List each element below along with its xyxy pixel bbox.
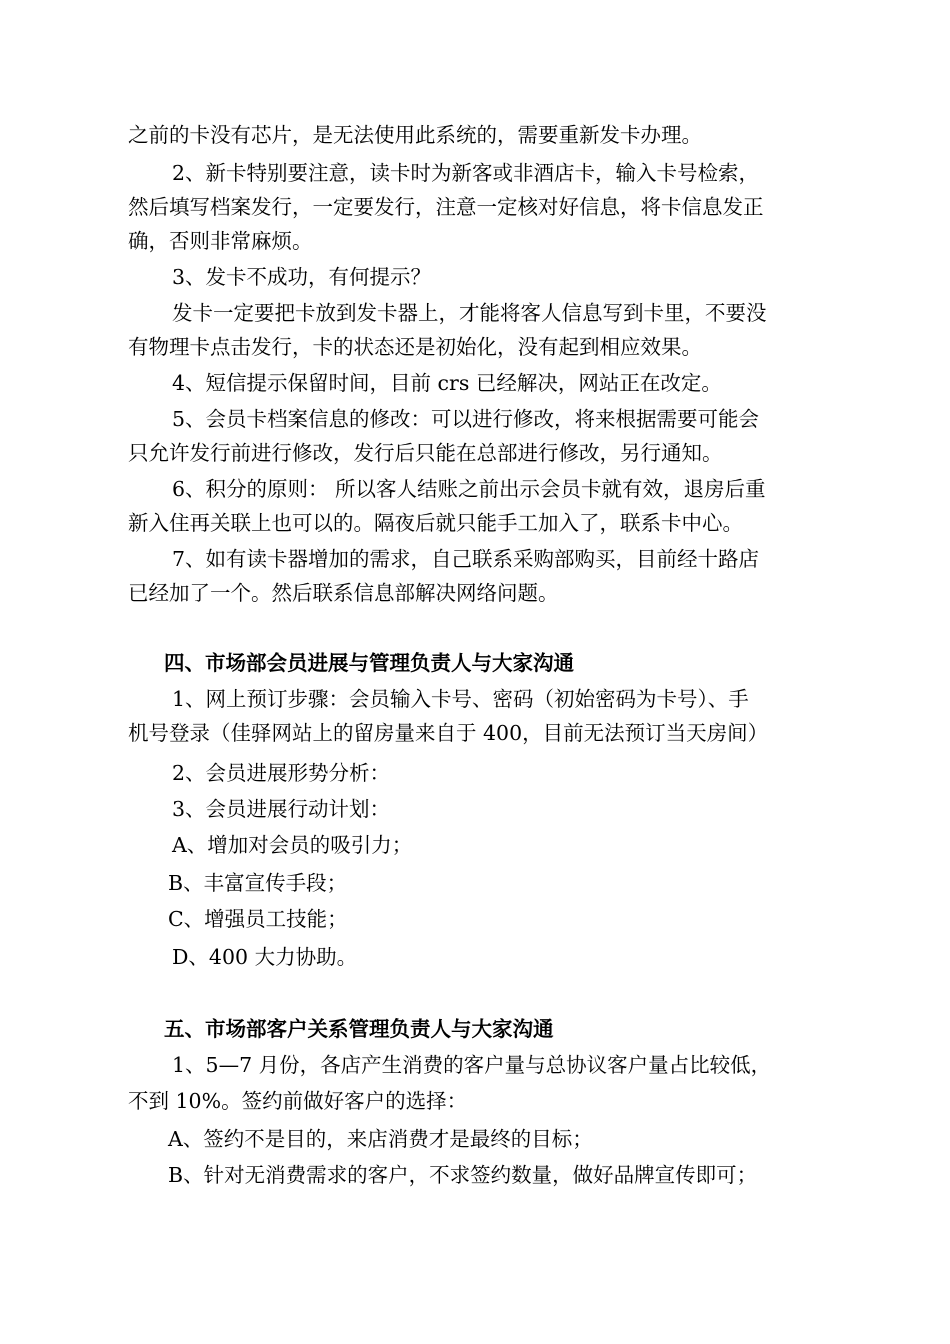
section-heading: 四、市场部会员进展与管理负责人与大家沟通	[164, 651, 574, 675]
paragraph-line: 2、新卡特别要注意，读卡时为新客或非酒店卡，输入卡号检索，	[172, 161, 760, 185]
paragraph-line: 7、如有读卡器增加的需求，自己联系采购部购买，目前经十路店	[172, 547, 760, 571]
list-item: A、增加对会员的吸引力；	[172, 833, 413, 857]
paragraph-line: 之前的卡没有芯片，是无法使用此系统的，需要重新发卡办理。	[128, 123, 702, 147]
list-item: D、400 大力协助。	[172, 945, 358, 969]
paragraph-line: 有物理卡点击发行，卡的状态还是初始化，没有起到相应效果。	[128, 335, 702, 359]
paragraph-line: 3、发卡不成功，有何提示？	[172, 265, 432, 289]
paragraph-line: 1、网上预订步骤：会员输入卡号、密码（初始密码为卡号）、手	[172, 687, 749, 711]
paragraph-line: 不到 10%。签约前做好客户的选择：	[128, 1089, 468, 1113]
paragraph-line: 5、会员卡档案信息的修改：可以进行修改，将来根据需要可能会	[172, 407, 760, 431]
list-item: B、针对无消费需求的客户，不求签约数量，做好品牌宣传即可；	[168, 1163, 758, 1187]
paragraph-line: 确，否则非常麻烦。	[128, 229, 313, 253]
list-item: A、签约不是目的，来店消费才是最终的目标；	[168, 1127, 593, 1151]
paragraph-line: 2、会员进展形势分析：	[172, 761, 391, 785]
paragraph-line: 新入住再关联上也可以的。隔夜后就只能手工加入了，联系卡中心。	[128, 511, 743, 535]
list-item: B、丰富宣传手段；	[168, 871, 348, 895]
paragraph-line: 已经加了一个。然后联系信息部解决网络问题。	[128, 581, 559, 605]
list-item: C、增强员工技能；	[168, 907, 348, 931]
paragraph-line: 然后填写档案发行，一定要发行，注意一定核对好信息，将卡信息发正	[128, 195, 764, 219]
paragraph-line: 4、短信提示保留时间，目前 crs 已经解决，网站正在改定。	[172, 371, 722, 395]
paragraph-line: 3、会员进展行动计划：	[172, 797, 391, 821]
paragraph-line: 1、5—7 月份，各店产生消费的客户量与总协议客户量占比较低，	[172, 1053, 772, 1077]
paragraph-line: 6、积分的原则： 所以客人结账之前出示会员卡就有效，退房后重	[172, 477, 766, 501]
paragraph-line: 只允许发行前进行修改，发行后只能在总部进行修改，另行通知。	[128, 441, 723, 465]
paragraph-line: 发卡一定要把卡放到发卡器上，才能将客人信息写到卡里，不要没	[172, 301, 767, 325]
paragraph-line: 机号登录（佳驿网站上的留房量来自于 400，目前无法预订当天房间）	[128, 721, 769, 745]
section-heading: 五、市场部客户关系管理负责人与大家沟通	[164, 1017, 554, 1041]
